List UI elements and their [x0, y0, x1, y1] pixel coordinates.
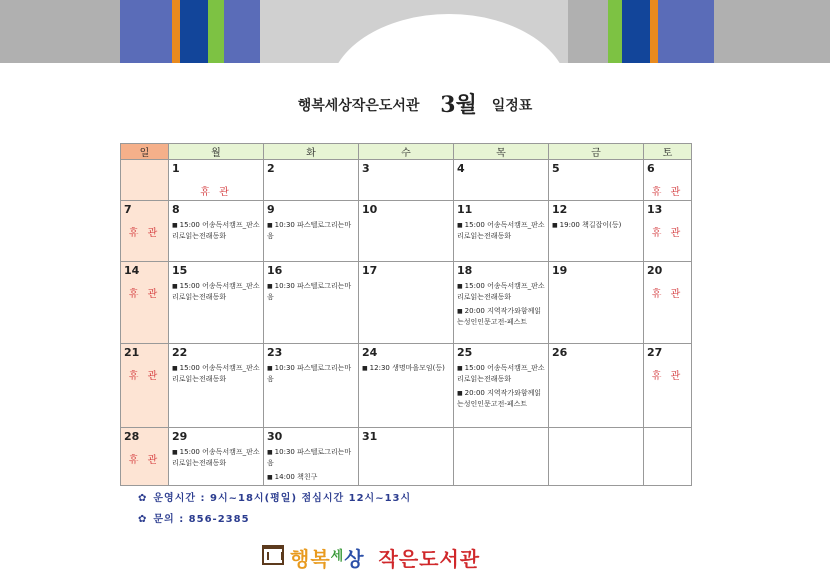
day-number: 12: [552, 203, 568, 216]
month-label: 3월: [440, 92, 477, 118]
calendar-day-cell: [644, 262, 692, 344]
day-number: 20: [647, 264, 663, 277]
day-number: 5: [552, 162, 560, 175]
band-stripe: [622, 0, 650, 63]
event-item: [457, 220, 545, 241]
bullet-icon: ■: [457, 283, 463, 290]
event-item: [267, 281, 355, 302]
event-item: [362, 363, 450, 374]
calendar-day-cell: [644, 344, 692, 428]
flower-icon: ✿: [138, 514, 148, 525]
library-name: 행복세상작은도서관: [297, 98, 420, 114]
calendar-day-cell: [121, 262, 169, 344]
day-number: 3: [362, 162, 370, 175]
band-stripe: [608, 0, 622, 63]
day-number: 30: [267, 430, 283, 443]
event-item: [552, 220, 640, 231]
event-text: 10:30 파스텔로그리는마음: [267, 364, 352, 383]
calendar-day-cell: [549, 428, 644, 486]
weekday-header-row: [121, 144, 692, 160]
calendar-day-cell: [169, 344, 264, 428]
band-stripe: [224, 0, 260, 63]
calendar-day-cell: [264, 344, 359, 428]
day-number: 31: [362, 430, 378, 443]
bullet-icon: ■: [267, 365, 273, 372]
calendar-day-cell: [644, 201, 692, 262]
bullet-icon: ■: [267, 283, 273, 290]
library-logo: [262, 541, 572, 571]
event-item: [172, 281, 260, 302]
calendar-day-cell: [454, 160, 549, 201]
bullet-icon: ■: [267, 222, 273, 229]
calendar-day-cell: [121, 160, 169, 201]
bullet-icon: ■: [552, 222, 558, 229]
day-number: 26: [552, 346, 568, 359]
band-stripe: [568, 0, 608, 63]
bullet-icon: ■: [172, 449, 178, 456]
calendar-day-cell: [264, 160, 359, 201]
day-number: 11: [457, 203, 473, 216]
calendar-day-cell: [121, 428, 169, 486]
band-stripe: [180, 0, 208, 63]
weekday-fri: 금: [549, 144, 644, 160]
calendar-table: [120, 143, 692, 486]
event-text: 15:00 어송독서캠프_판소리로읽는전래동화: [457, 221, 545, 240]
weekday-sun: 일: [121, 144, 169, 160]
bullet-icon: ■: [267, 449, 273, 456]
schedule-label: 일정표: [491, 98, 533, 114]
closed-label: 휴 관: [128, 228, 161, 239]
closed-label: 휴 관: [651, 187, 684, 198]
band-stripe: [650, 0, 658, 63]
calendar-day-cell: [264, 201, 359, 262]
bullet-icon: ■: [457, 390, 463, 397]
library-building-icon: [262, 545, 284, 565]
calendar-day-cell: [359, 160, 454, 201]
logo-part: 상: [344, 547, 365, 571]
calendar-day-cell: [121, 201, 169, 262]
day-number: 1: [172, 162, 180, 175]
event-text: 10:30 파스텔로그리는마음: [267, 448, 352, 467]
logo-text: [290, 543, 480, 572]
band-stripe: [714, 0, 830, 63]
bullet-icon: ■: [172, 365, 178, 372]
calendar-day-cell: [264, 428, 359, 486]
bullet-icon: ■: [362, 365, 368, 372]
contact-info: [138, 510, 250, 525]
calendar-day-cell: [549, 344, 644, 428]
closed-label: 휴 관: [651, 371, 684, 382]
page-title: [0, 88, 830, 119]
calendar-day-cell: [121, 344, 169, 428]
day-number: 8: [172, 203, 180, 216]
event-item: [267, 447, 355, 468]
closed-label: 휴 관: [651, 228, 684, 239]
calendar-week-row: [121, 344, 692, 428]
closed-label: 휴 관: [128, 371, 161, 382]
logo-part: 행복: [290, 547, 331, 571]
event-item: [457, 363, 545, 384]
event-item: [457, 388, 545, 409]
event-text: 20:00 지역작가와함께읽는성인인문고전-페스트: [457, 389, 542, 408]
day-number: 29: [172, 430, 188, 443]
calendar-day-cell: [549, 262, 644, 344]
calendar-day-cell: [359, 262, 454, 344]
event-text: 20:00 지역작가와함께읽는성인인문고전-페스트: [457, 307, 542, 326]
calendar-day-cell: [644, 428, 692, 486]
calendar-day-cell: [454, 344, 549, 428]
day-number: 17: [362, 264, 378, 277]
event-text: 15:00 어송독서캠프_판소리로읽는전래동화: [457, 364, 545, 383]
day-number: 23: [267, 346, 283, 359]
event-item: [267, 220, 355, 241]
calendar-day-cell: [169, 428, 264, 486]
event-text: 15:00 어송독서캠프_판소리로읽는전래동화: [172, 282, 260, 301]
event-item: [267, 472, 355, 483]
logo-part: 세: [330, 549, 345, 564]
day-number: 22: [172, 346, 188, 359]
hours-info: [138, 489, 411, 504]
day-number: 2: [267, 162, 275, 175]
calendar-week-row: [121, 160, 692, 201]
bullet-icon: ■: [172, 222, 178, 229]
bullet-icon: ■: [457, 222, 463, 229]
calendar-day-cell: [264, 262, 359, 344]
day-number: 24: [362, 346, 378, 359]
day-number: 19: [552, 264, 568, 277]
logo-part: 작은도서관: [378, 547, 481, 571]
calendar-week-row: [121, 262, 692, 344]
day-number: 15: [172, 264, 188, 277]
weekday-tue: 화: [264, 144, 359, 160]
calendar-day-cell: [169, 262, 264, 344]
calendar-day-cell: [359, 344, 454, 428]
closed-label: 휴 관: [200, 187, 232, 198]
bullet-icon: ■: [457, 365, 463, 372]
closed-label: 휴 관: [128, 455, 161, 466]
contact-text: 문의 : 856-2385: [153, 514, 250, 525]
bullet-icon: ■: [172, 283, 178, 290]
closed-label: 휴 관: [651, 289, 684, 300]
band-stripe: [120, 0, 172, 63]
band-stripe: [208, 0, 224, 63]
event-text: 19:00 책길잡이(등): [559, 221, 622, 229]
day-number: 6: [647, 162, 655, 175]
hours-text: 운영시간 : 9시~18시(평일) 점심시간 12시~13시: [153, 493, 412, 504]
event-item: [172, 363, 260, 384]
event-item: [457, 281, 545, 302]
day-number: 28: [124, 430, 140, 443]
day-number: 18: [457, 264, 473, 277]
event-text: 12:30 생명마을모임(등): [369, 364, 445, 372]
calendar-week-row: [121, 428, 692, 486]
day-number: 7: [124, 203, 132, 216]
calendar-day-cell: [454, 428, 549, 486]
bullet-icon: ■: [267, 474, 273, 481]
event-text: 15:00 어송독서캠프_판소리로읽는전래동화: [172, 364, 260, 383]
day-number: 27: [647, 346, 663, 359]
day-number: 9: [267, 203, 275, 216]
closed-label: 휴 관: [128, 289, 161, 300]
band-stripe: [172, 0, 180, 63]
calendar-day-cell: [644, 160, 692, 201]
day-number: 4: [457, 162, 465, 175]
day-number: 16: [267, 264, 283, 277]
calendar-day-cell: [359, 428, 454, 486]
calendar-body: [121, 160, 692, 486]
weekday-mon: 월: [169, 144, 264, 160]
calendar-day-cell: [169, 201, 264, 262]
weekday-sat: 토: [644, 144, 692, 160]
weekday-thu: 목: [454, 144, 549, 160]
calendar-day-cell: [359, 201, 454, 262]
event-item: [172, 220, 260, 241]
event-text: 14:00 책친구: [274, 473, 318, 481]
event-item: [457, 306, 545, 327]
day-number: 14: [124, 264, 140, 277]
event-text: 15:00 어송독서캠프_판소리로읽는전래동화: [172, 448, 260, 467]
calendar-day-cell: [454, 262, 549, 344]
calendar-day-cell: [549, 201, 644, 262]
calendar-day-cell: [169, 160, 264, 201]
calendar-week-row: [121, 201, 692, 262]
day-number: 21: [124, 346, 140, 359]
day-number: 25: [457, 346, 473, 359]
calendar-day-cell: [454, 201, 549, 262]
event-item: [172, 447, 260, 468]
band-stripe: [658, 0, 714, 63]
weekday-wed: 수: [359, 144, 454, 160]
day-number: 13: [647, 203, 663, 216]
event-text: 10:30 파스텔로그리는마음: [267, 282, 352, 301]
flower-icon: ✿: [138, 493, 148, 504]
calendar-day-cell: [549, 160, 644, 201]
bullet-icon: ■: [457, 308, 463, 315]
band-stripe: [0, 0, 120, 63]
event-text: 15:00 어송독서캠프_판소리로읽는전래동화: [172, 221, 260, 240]
event-text: 15:00 어송독서캠프_판소리로읽는전래동화: [457, 282, 545, 301]
day-number: 10: [362, 203, 378, 216]
event-text: 10:30 파스텔로그리는마음: [267, 221, 352, 240]
event-item: [267, 363, 355, 384]
header-decorative-band: [0, 0, 830, 63]
